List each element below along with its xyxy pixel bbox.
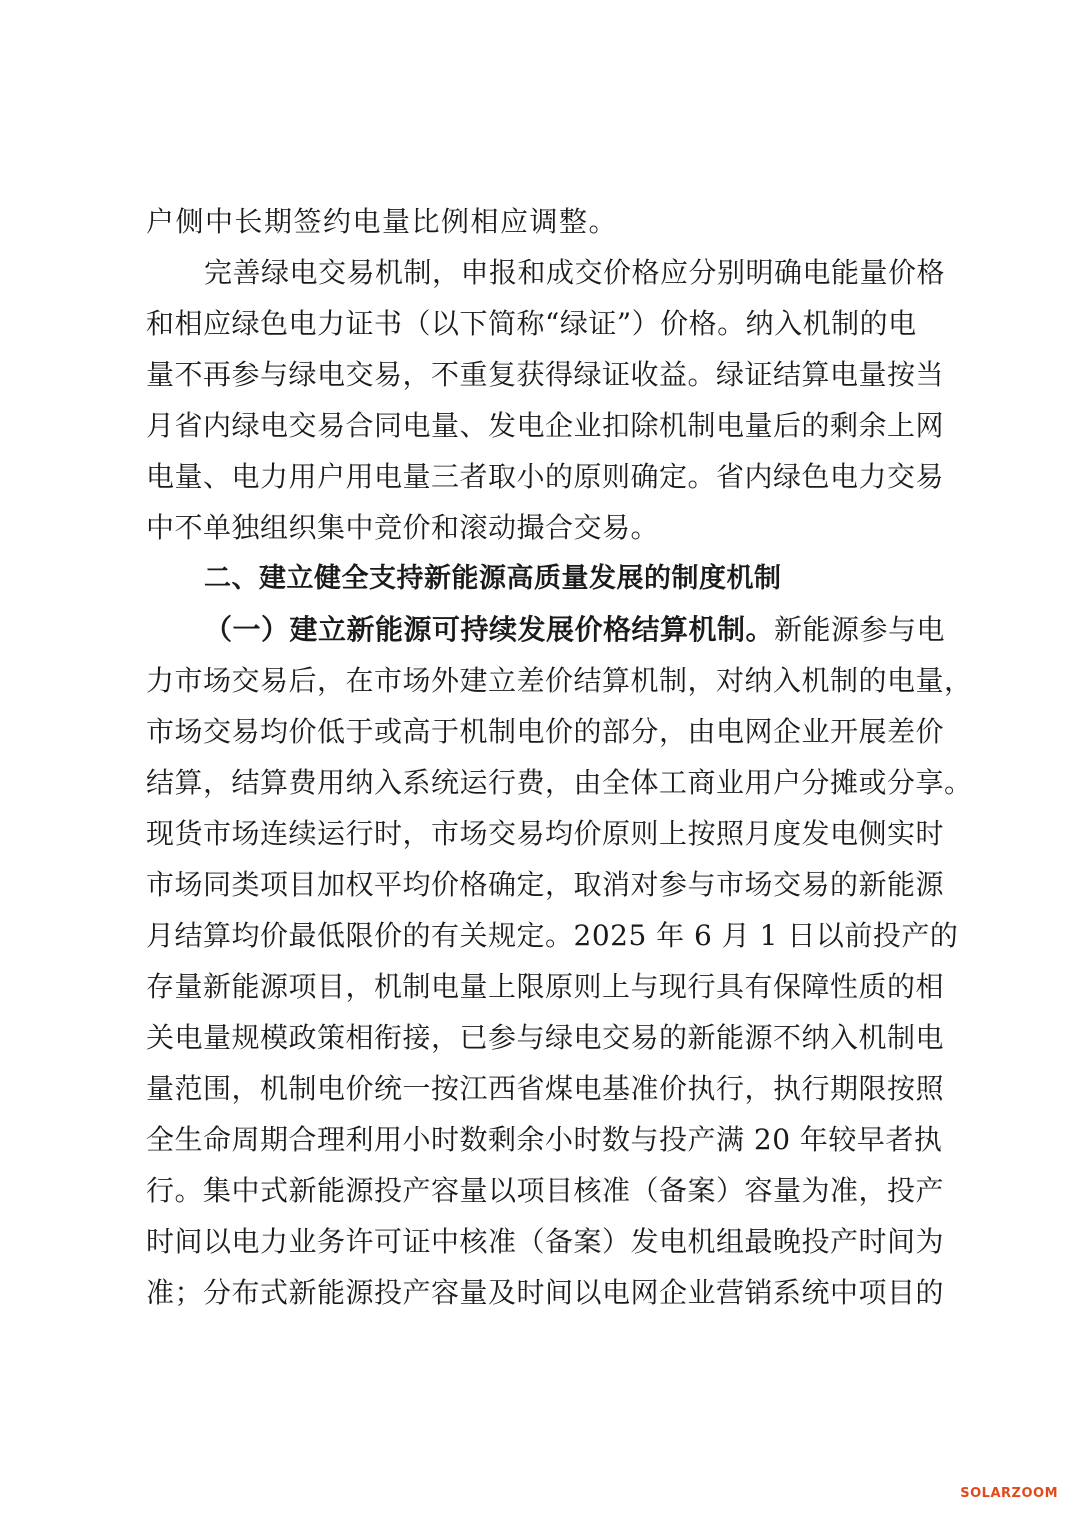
paragraph-line: 中不单独组织集中竞价和滚动撮合交易。	[146, 511, 660, 544]
paragraph-line: 市场交易均价低于或高于机制电价的部分，由电网企业开展差价	[146, 715, 945, 748]
paragraph-line: 和相应绿色电力证书（以下简称“绿证”）价格。纳入机制的电	[146, 307, 917, 340]
paragraph-line: 结算，结算费用纳入系统运行费，由全体工商业用户分摊或分享。	[146, 766, 973, 799]
paragraph-line: 全生命周期合理利用小时数剩余小时数与投产满 20 年较早者执	[146, 1123, 943, 1156]
paragraph-text: 新能源参与电	[774, 613, 946, 646]
subsection-title: （一）建立新能源可持续发展价格结算机制。	[204, 613, 775, 646]
paragraph-line: 月结算均价最低限价的有关规定。2025 年 6 月 1 日以前投产的	[146, 919, 959, 952]
section-heading: 二、建立健全支持新能源高质量发展的制度机制	[204, 563, 782, 594]
paragraph-line: 量范围，机制电价统一按江西省煤电基准价执行，执行期限按照	[146, 1072, 945, 1105]
paragraph-line: 户侧中长期签约电量比例相应调整。	[146, 205, 619, 238]
watermark-logo: SOLARZOOM	[960, 1486, 1058, 1501]
paragraph-line: 市场同类项目加权平均价格确定，取消对参与市场交易的新能源	[146, 868, 945, 901]
paragraph-line: 力市场交易后，在市场外建立差价结算机制，对纳入机制的电量，	[146, 664, 973, 697]
paragraph-line: 存量新能源项目，机制电量上限原则上与现行具有保障性质的相	[146, 970, 945, 1003]
paragraph-line: 准；分布式新能源投产容量及时间以电网企业营销系统中项目的	[146, 1276, 945, 1309]
paragraph-line: 量不再参与绿电交易，不重复获得绿证收益。绿证结算电量按当	[146, 358, 945, 391]
paragraph-line: 现货市场连续运行时，市场交易均价原则上按照月度发电侧实时	[146, 817, 945, 850]
paragraph-line: 关电量规模政策相衔接，已参与绿电交易的新能源不纳入机制电	[146, 1021, 945, 1054]
paragraph-line: 月省内绿电交易合同电量、发电企业扣除机制电量后的剩余上网	[146, 409, 945, 442]
paragraph-line: 完善绿电交易机制，申报和成交价格应分别明确电能量价格	[204, 256, 946, 289]
paragraph-line: 时间以电力业务许可证中核准（备案）发电机组最晚投产时间为	[146, 1225, 945, 1258]
document-body	[146, 196, 973, 1318]
paragraph-line: 行。集中式新能源投产容量以项目核准（备案）容量为准，投产	[146, 1174, 945, 1207]
paragraph-line: 电量、电力用户用电量三者取小的原则确定。省内绿色电力交易	[146, 460, 945, 493]
paragraph-line	[146, 604, 946, 655]
